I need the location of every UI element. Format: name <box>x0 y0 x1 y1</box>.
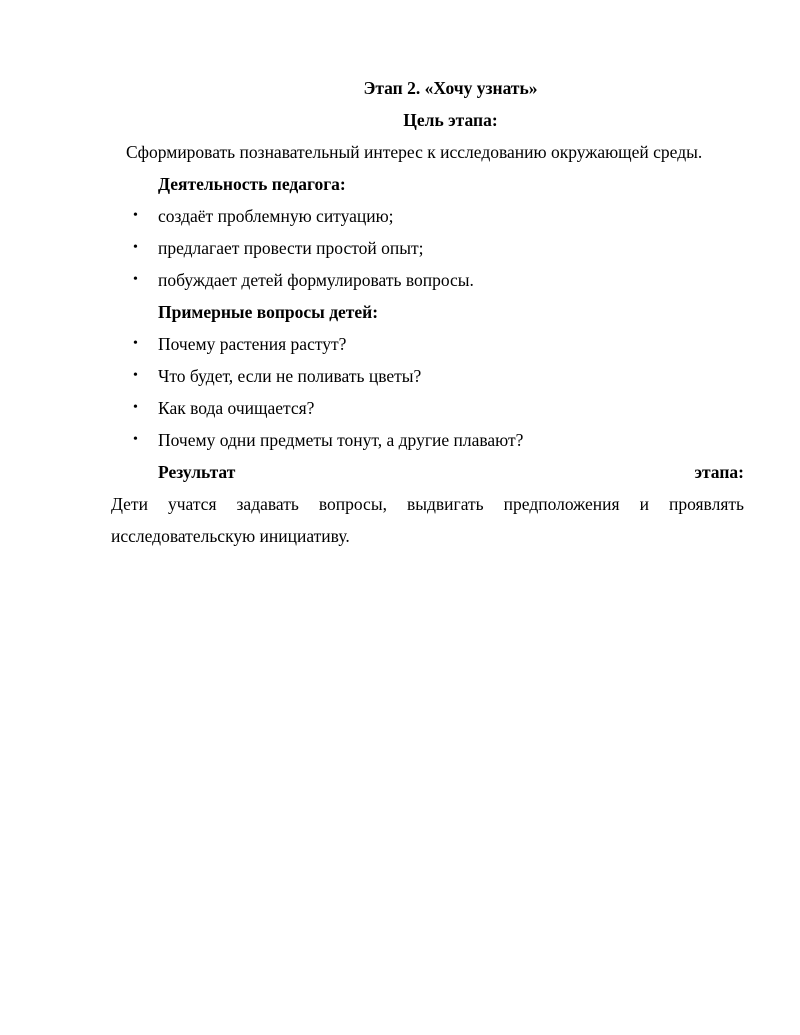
list-item <box>111 392 744 424</box>
list-item <box>111 200 744 232</box>
stage-title: Этап 2. «Хочу узнать» <box>363 78 538 98</box>
bullet-icon: • <box>133 208 138 223</box>
list-item-text: Почему одни предметы тонут, а другие плавают? <box>158 430 524 450</box>
list-item-text: предлагает провести простой опыт; <box>158 238 424 258</box>
result-heading-word: этапа: <box>694 462 744 482</box>
bullet-icon: • <box>133 432 138 447</box>
bullet-icon: • <box>133 400 138 415</box>
result-heading <box>111 456 744 488</box>
list-item <box>111 264 744 296</box>
list-item-text: создаёт проблемную ситуацию; <box>158 206 394 226</box>
teacher-activity-list <box>111 200 744 296</box>
list-item <box>111 232 744 264</box>
bullet-icon: • <box>133 368 138 383</box>
result-text: Дети учатся задавать вопросы, выдвигать предположения и проявлять исследовательскую инициативу. <box>111 494 744 546</box>
list-item <box>111 328 744 360</box>
list-item-text: Почему растения растут? <box>158 334 347 354</box>
child-questions-list <box>111 328 744 456</box>
result-heading-word: Результат <box>158 462 236 482</box>
goal-heading: Цель этапа: <box>403 110 498 130</box>
teacher-activity-heading: Деятельность педагога: <box>158 174 346 194</box>
list-item <box>111 360 744 392</box>
bullet-icon: • <box>133 272 138 287</box>
bullet-icon: • <box>133 336 138 351</box>
goal-text: Сформировать познавательный интерес к исследованию окружающей среды. <box>126 142 703 162</box>
bullet-icon: • <box>133 240 138 255</box>
list-item-text: Как вода очищается? <box>158 398 315 418</box>
list-item-text: Что будет, если не поливать цветы? <box>158 366 422 386</box>
child-questions-heading: Примерные вопросы детей: <box>158 302 379 322</box>
list-item <box>111 424 744 456</box>
list-item-text: побуждает детей формулировать вопросы. <box>158 270 474 290</box>
